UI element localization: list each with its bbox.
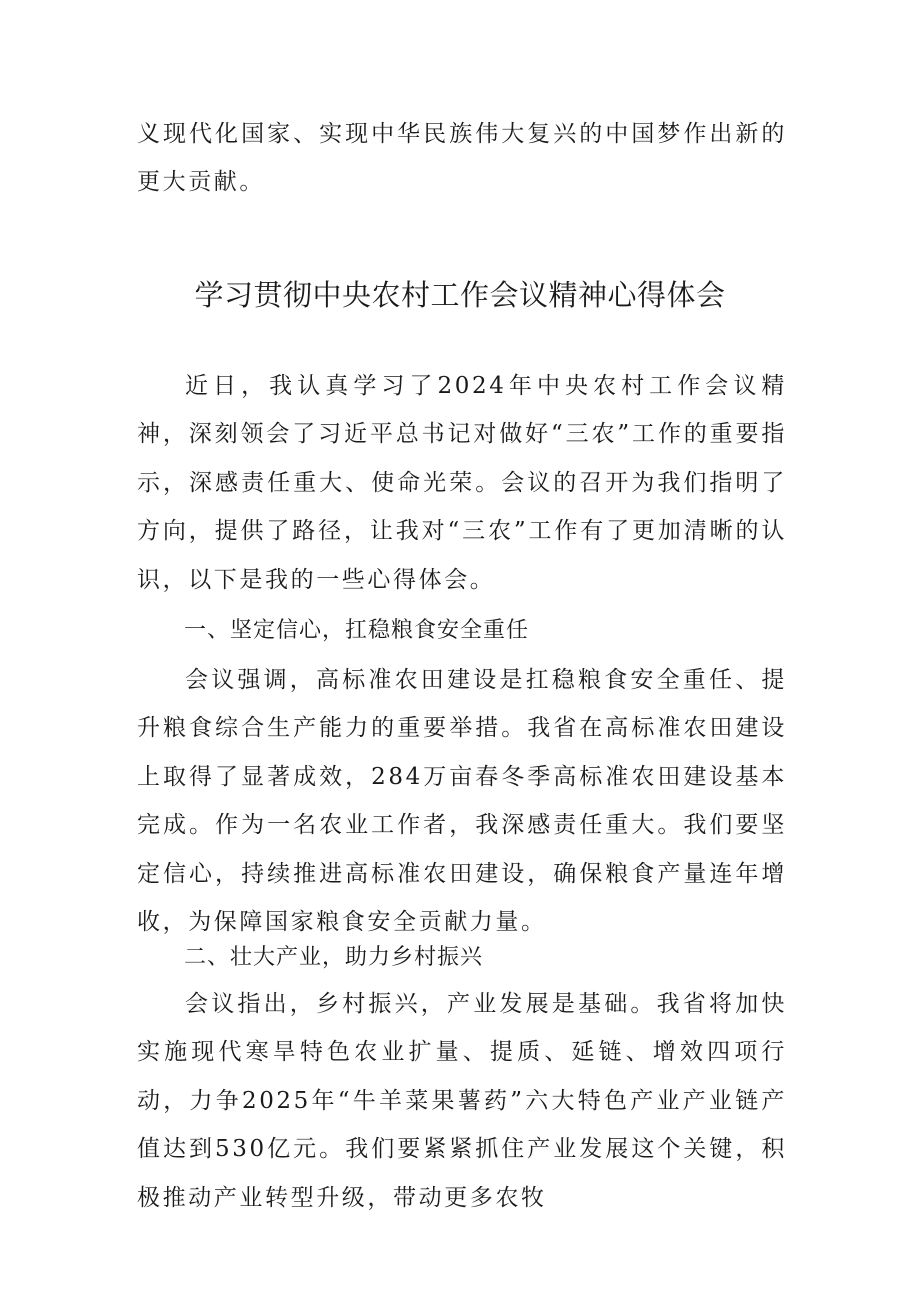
section-body-1: 会议强调，高标准农田建设是扛稳粮食安全重任、提升粮食综合生产能力的重要举措。我省在高标准农田建设上取得了显著成效，284万亩春冬季高标准农田建设基本完成。作为一名农业工作者，我深感责任重大。我们要坚定信心，持续推进高标准农田建设，确保粮食产量连年增收，为保障国家粮食安全贡献力量。 <box>137 667 787 936</box>
continuation-paragraph: 义现代化国家、实现中华民族伟大复兴的中国梦作出新的更大贡献。 <box>137 121 787 196</box>
section-heading-2: 二、壮大产业，助力乡村振兴 <box>184 945 484 970</box>
page-title: 学习贯彻中央农村工作会议精神心得体会 <box>194 278 726 312</box>
section-heading-1: 一、坚定信心，扛稳粮食安全重任 <box>184 618 530 643</box>
section-body-2: 会议指出，乡村振兴，产业发展是基础。我省将加快实施现代寒旱特色农业扩量、提质、延链、增效四项行动，力争2025年“牛羊菜果薯药”六大特色产业产业链产值达到530亿元。我们要紧紧抓住产业发展这个关键，积极推动产业转型升级，带动更多农牧 <box>137 991 787 1211</box>
intro-paragraph: 近日，我认真学习了2024年中央农村工作会议精神，深刻领会了习近平总书记对做好“三农”工作的重要指示，深感责任重大、使命光荣。会议的召开为我们指明了方向，提供了路径，让我对“三农”工作有了更加清晰的认识，以下是我的一些心得体会。 <box>137 373 787 593</box>
